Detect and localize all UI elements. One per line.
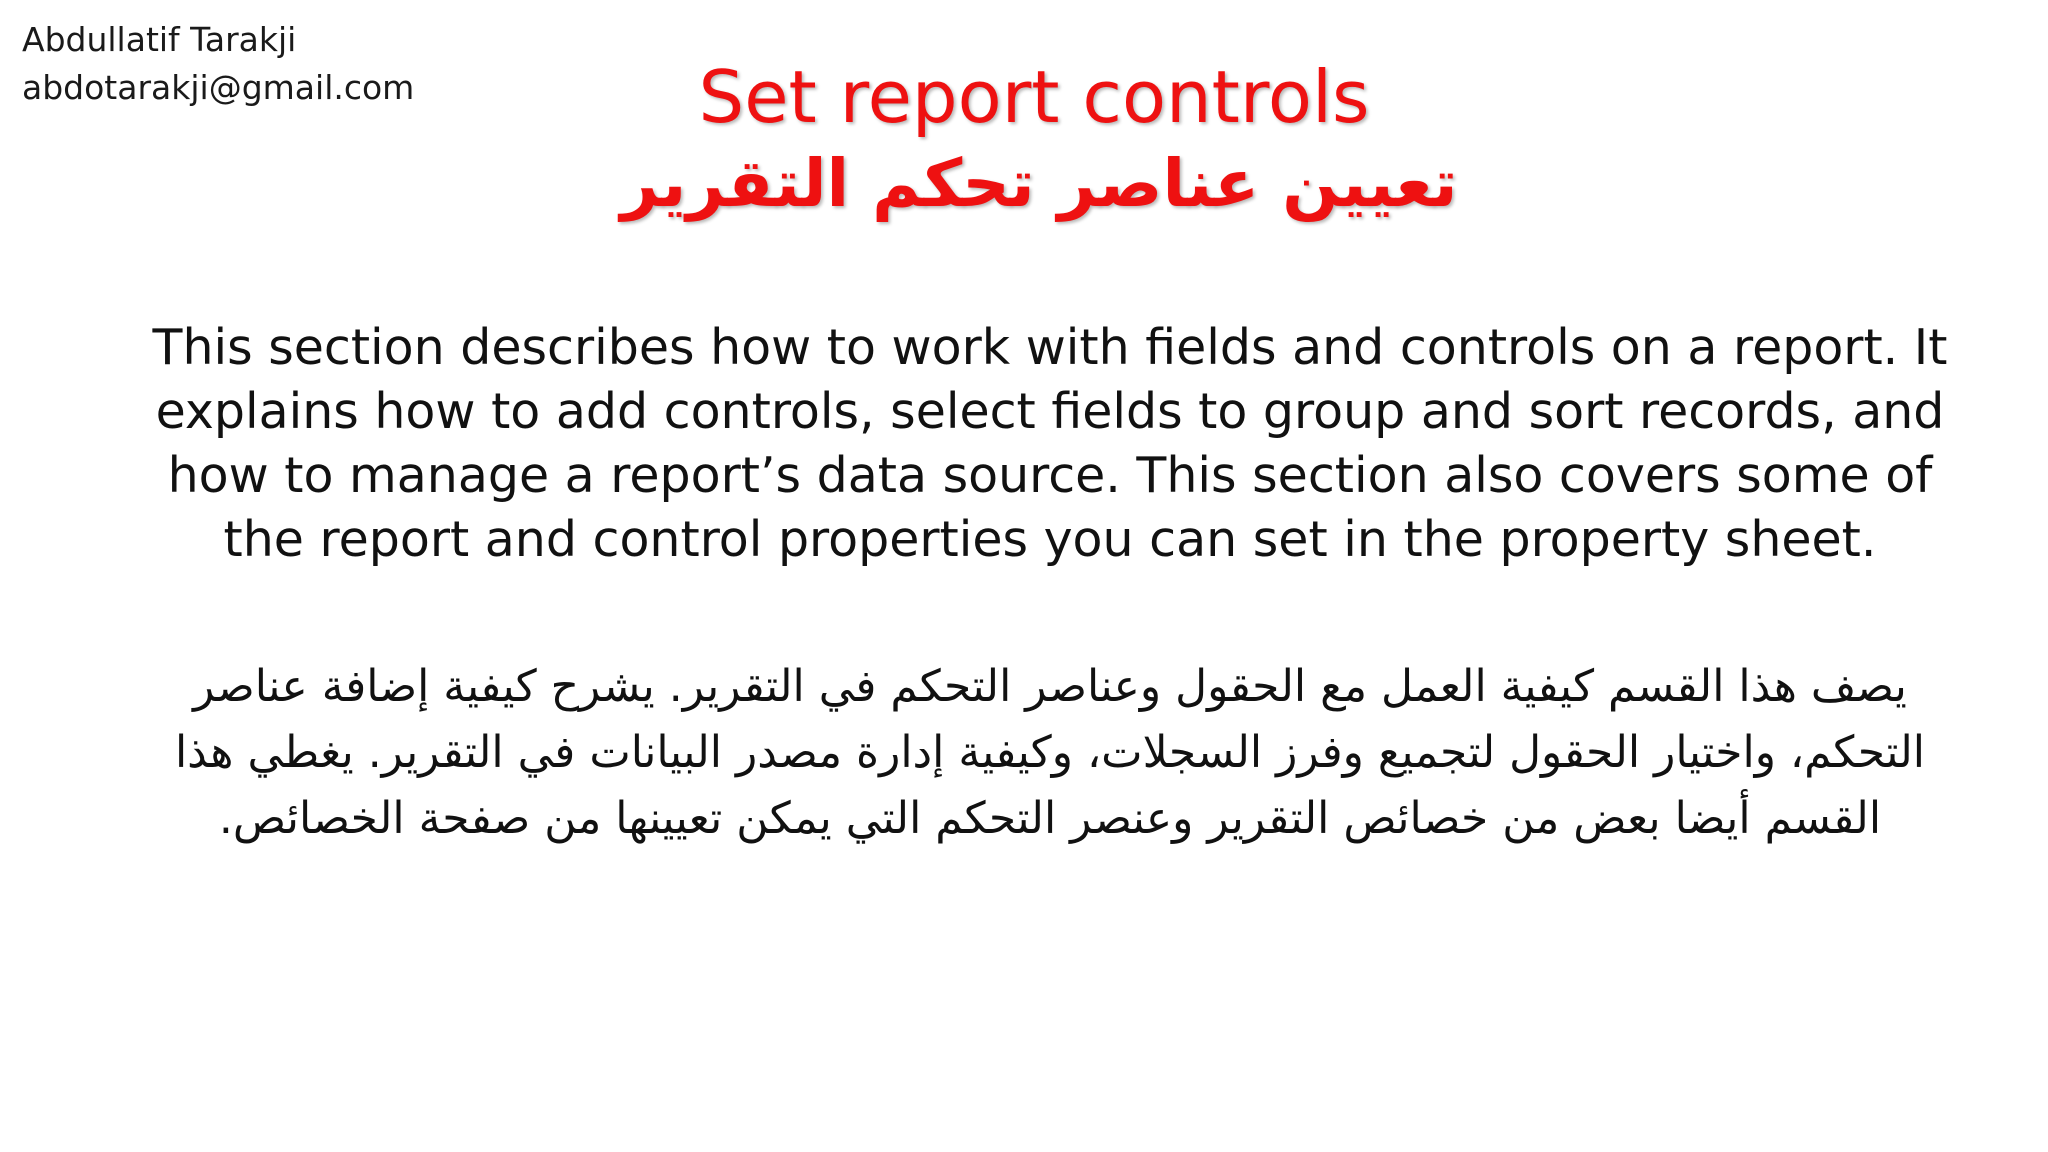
body-paragraph-english: This section describes how to work with fields and controls on a report. It explains how to add controls, select fields to group and sort records, and how to manage a report’s data source. This section also covers some of the report and control properties you can set in the property sheet. xyxy=(152,319,1948,568)
title-english: Set report controls xyxy=(698,55,1370,139)
slide-title xyxy=(0,52,2048,226)
title-arabic: تعيين عناصر تحكم التقرير xyxy=(620,145,1458,222)
author-name: Abdullatif Tarakji xyxy=(22,20,297,59)
body-paragraph-arabic: يصف هذا القسم كيفية العمل مع الحقول وعناصر التحكم في التقرير. يشرح كيفية إضافة عناصر التحكم، واختيار الحقول لتجميع وفرز السجلات، وكيفية إدارة مصدر البيانات في التقرير. يغطي هذا القسم أيضا بعض من خصائص التقرير وعنصر التحكم التي يمكن تعيينها من صفحة الخصائص. xyxy=(174,661,1926,844)
author-email: abdotarakji@gmail.com xyxy=(22,68,415,107)
